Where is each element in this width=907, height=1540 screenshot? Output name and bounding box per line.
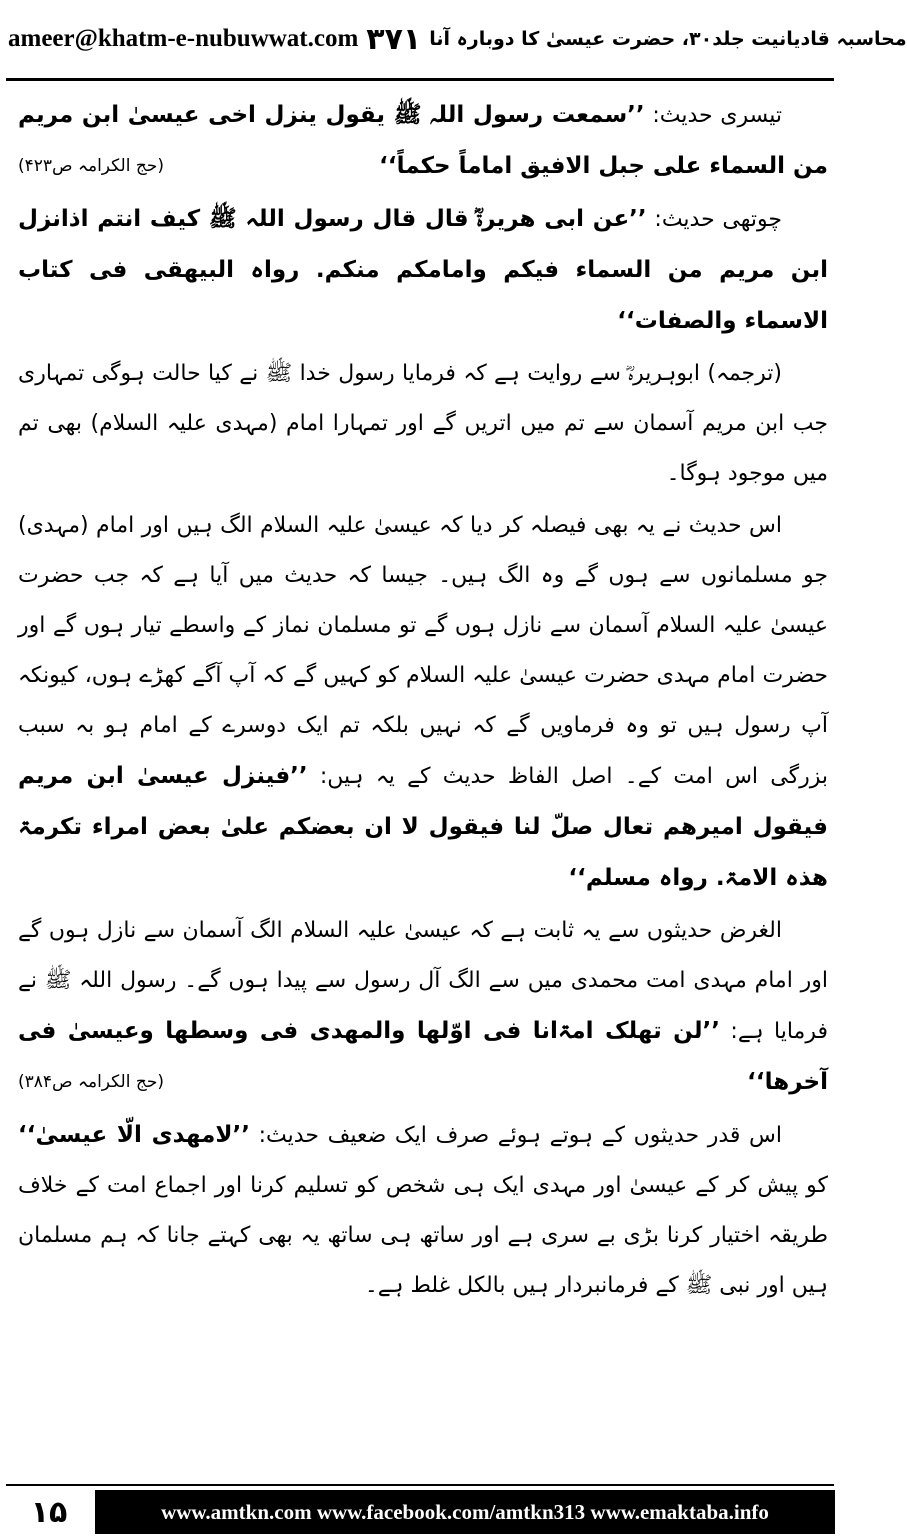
footer-links-bar[interactable]: www.amtkn.com www.facebook.com/amtkn313 www.emaktaba.info [95, 1490, 835, 1534]
conclusion-reference: (حج الکرامہ ص۳۸۴) [18, 1072, 164, 1092]
page-header [0, 0, 907, 78]
header-rule [6, 78, 834, 81]
page-footer [0, 1462, 840, 1540]
weak-hadith-text-before: اس قدر حدیثوں کے ہوتے ہوئے صرف ایک ضعیف حدیث: [258, 1123, 782, 1148]
footer-rule [6, 1484, 834, 1486]
footer-page-number: ۱۵ [30, 1494, 68, 1530]
header-running-title: محاسبہ قادیانیت جلد۳۰، حضرت عیسیٰ کا دوبارہ آنا [429, 28, 907, 50]
imam-mahdi-arabic: ’’فینزل عیسیٰ ابن مریم فیقول امیرھم تعال صلّ لنا فیقول لا ان بعضکم علیٰ بعض امراء تکرمۃ ھذہ الامۃ. رواہ مسلم‘‘ [18, 763, 828, 891]
conclusion-arabic: ’’لن تھلک امۃانا فی اوّلھا والمھدی فی وسطھا وعیسیٰ فی آخرھا‘‘ [18, 1018, 828, 1095]
header-page-number: ۳۷۱ [366, 21, 422, 57]
paragraph-fourth-hadith [18, 194, 828, 347]
paragraph-imam-mahdi [18, 501, 828, 904]
fourth-hadith-arabic: ’’عن ابی ھریرۃؓ قال قال رسول اللہ ﷺ کیف انتم اذانزل ابن مریم من السماء فیکم وامامکم منکم. رواہ البیھقی فی کتاب الاسماء والصفات‘‘ [18, 206, 828, 334]
page-body [18, 90, 828, 1452]
third-hadith-reference: (حج الکرامہ ص۴۲۳) [18, 156, 164, 176]
third-hadith-label: تیسری حدیث: [652, 103, 783, 128]
paragraph-third-hadith [18, 90, 828, 192]
header-email[interactable]: ameer@khatm-e-nubuwwat.com [8, 25, 359, 52]
weak-hadith-text-after: کو پیش کر کے عیسیٰ اور مہدی ایک ہی شخص کو تسلیم کرنا اور اجماع امت کے خلاف طریقہ اختیار کرنا بڑی بے سری ہے اور ساتھ ہی ساتھ یہ بھی کہتے جانا کہ ہم مسلمان ہیں اور نبی ﷺ کے فرمانبردار ہیں بالکل غلط ہے۔ [18, 1173, 828, 1298]
fourth-hadith-label: چوتھی حدیث: [654, 207, 782, 232]
paragraph-weak-hadith [18, 1110, 828, 1311]
paragraph-conclusion [18, 906, 828, 1108]
weak-hadith-arabic: ’’لامھدی الّا عیسیٰ‘‘ [18, 1122, 250, 1148]
imam-mahdi-text: اس حدیث نے یہ بھی فیصلہ کر دیا کہ عیسیٰ علیہ السلام الگ ہیں اور امام (مہدی) جو مسلمانوں سے ہوں گے وہ الگ ہیں۔ جیسا کہ حدیث میں آیا ہے کہ جب حضرت عیسیٰ علیہ السلام آسمان سے نازل ہوں گے تو مسلمان نماز کے واسطے تیار ہوں گے اور حضرت امام مہدی حضرت عیسیٰ علیہ السلام کو کہیں گے کہ آپ آگے کھڑے ہوں، کیونکہ آپ رسول ہیں تو وہ فرماویں گے کہ نہیں بلکہ تم ایک دوسرے کے امام ہو بہ سبب بزرگی اس امت کے۔ اصل الفاظ حدیث کے یہ ہیں: [18, 513, 828, 789]
conclusion-text: الغرض حدیثوں سے یہ ثابت ہے کہ عیسیٰ علیہ السلام الگ آسمان سے نازل ہوں گے اور امام مہدی امت محمدی میں سے الگ آل رسول سے پیدا ہوں گے۔ رسول اللہ ﷺ نے فرمایا ہے: [18, 918, 829, 1044]
paragraph-translation: (ترجمہ) ابوہریرہؓ سے روایت ہے کہ فرمایا رسول خدا ﷺ نے کیا حالت ہوگی تمہاری جب ابن مریم آسمان سے تم میں اتریں گے اور تمہارا امام (مہدی علیہ السلام) بھی تم میں موجود ہوگا۔ [18, 361, 828, 486]
third-hadith-arabic: ’’سمعت رسول اللہ ﷺ یقول ینزل اخی عیسیٰ ابن مریم من السماء علی جبل الافیق اماماً حکماً‘‘ [18, 102, 828, 179]
